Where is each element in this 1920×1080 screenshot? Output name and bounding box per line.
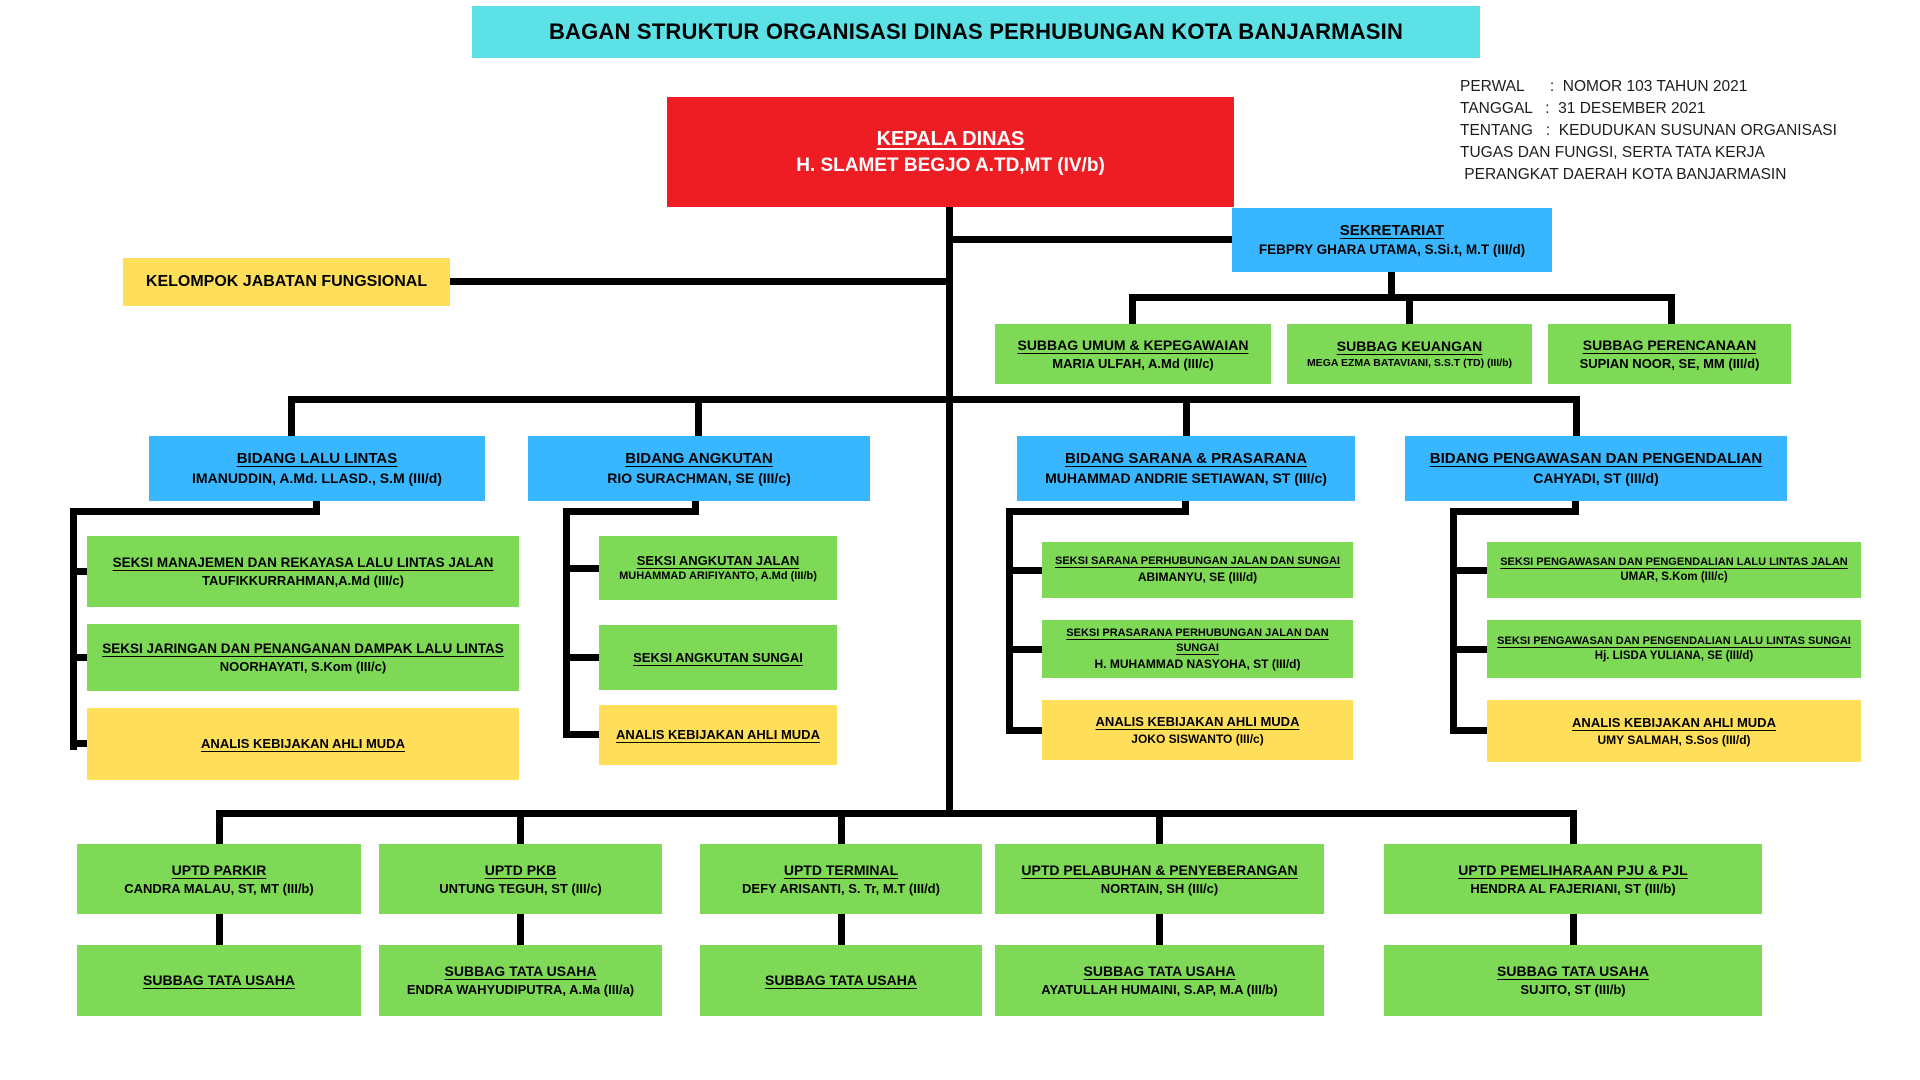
box-title: SUBBAG TATA USAHA — [1083, 963, 1236, 980]
seksi-angkutan-sungai-box — [599, 625, 837, 690]
box-title: BIDANG ANGKUTAN — [625, 449, 773, 467]
legal-reference-block — [1460, 76, 1900, 186]
box-title: UPTD PEMELIHARAAN PJU & PJL — [1458, 861, 1688, 878]
legal-line: TANGGAL : 31 DESEMBER 2021 — [1460, 100, 1706, 117]
seksi-jaringan-dampak-box — [87, 624, 519, 691]
connector-line — [1450, 508, 1457, 732]
box-name: MUHAMMAD ARIFIYANTO, A.Md (III/b) — [619, 570, 817, 583]
box-name: NORTAIN, SH (III/c) — [1100, 880, 1219, 896]
analis-kebijakan-sarana-box — [1042, 700, 1353, 760]
connector-line — [1570, 914, 1577, 945]
box-name: SUPIAN NOOR, SE, MM (III/d) — [1579, 355, 1760, 371]
seksi-pengawasan-sungai-box — [1487, 620, 1861, 678]
box-title: SEKSI ANGKUTAN JALAN — [636, 552, 800, 568]
box-title: SEKSI PENGAWASAN DAN PENGENDALIAN LALU LINTAS JALAN — [1500, 555, 1848, 568]
subbag-perencanaan-box — [1548, 324, 1791, 384]
box-name: CAHYADI, ST (III/d) — [1533, 470, 1659, 487]
seksi-sarana-perhubungan-box — [1042, 542, 1353, 598]
connector-line — [1450, 508, 1579, 515]
connector-line — [1006, 508, 1013, 732]
box-name: UMY SALMAH, S.Sos (III/d) — [1597, 732, 1751, 747]
subbag-tata-usaha-pelabuhan-box — [995, 945, 1324, 1016]
box-title: KEPALA DINAS — [876, 127, 1025, 150]
connector-line — [1156, 914, 1163, 945]
connector-line — [517, 914, 524, 945]
box-name: HENDRA AL FAJERIANI, ST (III/b) — [1470, 880, 1676, 896]
box-title: SUBBAG PERENCANAAN — [1582, 336, 1757, 353]
legal-line: TENTANG : KEDUDUKAN SUSUNAN ORGANISASI — [1460, 122, 1837, 139]
box-title: SEKRETARIAT — [1339, 221, 1445, 239]
connector-line — [1006, 508, 1189, 515]
box-title: BIDANG SARANA & PRASARANA — [1065, 449, 1307, 467]
box-title: SUBBAG TATA USAHA — [765, 972, 917, 989]
subbag-tata-usaha-terminal-box — [700, 945, 982, 1016]
subbag-tata-usaha-parkir-box — [77, 945, 361, 1016]
box-title: SEKSI MANAJEMEN DAN REKAYASA LALU LINTAS JALAN — [112, 554, 494, 570]
analis-kebijakan-pengawasan-box — [1487, 700, 1861, 762]
box-name: MEGA EZMA BATAVIANI, S.S.T (TD) (III/b) — [1306, 357, 1513, 370]
subbag-tata-usaha-pju-box — [1384, 945, 1762, 1016]
connector-line — [838, 914, 845, 945]
connector-line — [1668, 294, 1675, 324]
connector-line — [517, 810, 524, 844]
box-name: UNTUNG TEGUH, ST (III/c) — [439, 880, 602, 896]
box-title: BIDANG LALU LINTAS — [236, 449, 398, 467]
connector-line — [695, 396, 702, 436]
subbag-tata-usaha-pkb-box — [379, 945, 662, 1016]
connector-line — [946, 206, 953, 817]
uptd-terminal-box — [700, 844, 982, 914]
connector-line — [950, 236, 1236, 243]
box-title: ANALIS KEBIJAKAN AHLI MUDA — [1572, 715, 1776, 731]
connector-line — [838, 810, 845, 844]
connector-line — [1570, 810, 1577, 844]
box-name: JOKO SISWANTO (III/c) — [1131, 731, 1264, 746]
box-title: BIDANG PENGAWASAN DAN PENGENDALIAN — [1429, 449, 1763, 467]
legal-line: PERWAL : NOMOR 103 TAHUN 2021 — [1460, 78, 1748, 95]
box-name: H. MUHAMMAD NASYOHA, ST (III/d) — [1094, 656, 1301, 671]
sekretariat-box — [1232, 208, 1552, 272]
box-name: Hj. LISDA YULIANA, SE (III/d) — [1594, 649, 1754, 662]
uptd-pelabuhan-penyeberangan-box — [995, 844, 1324, 914]
connector-line — [1183, 396, 1190, 436]
kepala-dinas-box — [667, 97, 1234, 207]
connector-line — [1129, 294, 1675, 301]
box-title: UPTD PARKIR — [171, 861, 267, 878]
kelompok-jabatan-fungsional-box — [123, 258, 450, 306]
seksi-angkutan-jalan-box — [599, 536, 837, 600]
connector-line — [216, 914, 223, 945]
box-name: MUHAMMAD ANDRIE SETIAWAN, ST (III/c) — [1045, 470, 1327, 487]
connector-line — [216, 810, 1576, 817]
seksi-manajemen-rekayasa-box — [87, 536, 519, 607]
uptd-pkb-box — [379, 844, 662, 914]
box-title: ANALIS KEBIJAKAN AHLI MUDA — [616, 727, 820, 743]
box-title: SUBBAG TATA USAHA — [1497, 963, 1649, 980]
box-name: DEFY ARISANTI, S. Tr, M.T (III/d) — [742, 880, 940, 896]
uptd-pemeliharaan-pju-pjl-box — [1384, 844, 1762, 914]
connector-line — [70, 508, 77, 750]
subbag-keuangan-box — [1287, 324, 1532, 384]
legal-line: PERANGKAT DAERAH KOTA BANJARMASIN — [1460, 166, 1787, 183]
bidang-lalu-lintas-box — [149, 436, 485, 501]
box-name: NOORHAYATI, S.Kom (III/c) — [219, 658, 387, 674]
analis-kebijakan-angkutan-box — [599, 705, 837, 765]
connector-line — [563, 508, 570, 738]
box-title: SEKSI PENGAWASAN DAN PENGENDALIAN LALU LINTAS SUNGAI — [1497, 634, 1851, 647]
box-name: MARIA ULFAH, A.Md (III/c) — [1052, 355, 1214, 371]
analis-kebijakan-lalu-lintas-box — [87, 708, 519, 780]
connector-line — [288, 396, 1580, 403]
seksi-pengawasan-jalan-box — [1487, 542, 1861, 598]
box-title: SUBBAG UMUM & KEPEGAWAIAN — [1017, 336, 1249, 353]
box-title: SEKSI SARANA PERHUBUNGAN JALAN DAN SUNGAI — [1054, 555, 1340, 568]
box-name: ENDRA WAHYUDIPUTRA, A.Ma (III/a) — [406, 982, 635, 998]
box-name: SUJITO, ST (III/b) — [1520, 982, 1626, 998]
box-title: SUBBAG TATA USAHA — [143, 972, 295, 989]
box-title: SEKSI ANGKUTAN SUNGAI — [633, 649, 803, 665]
box-name: FEBPRY GHARA UTAMA, S.Si.t, M.T (III/d) — [1258, 242, 1526, 258]
subbag-umum-kepegawaian-box — [995, 324, 1271, 384]
connector-line — [216, 810, 223, 844]
connector-line — [563, 508, 699, 515]
bidang-sarana-prasarana-box — [1017, 436, 1355, 501]
connector-line — [448, 278, 950, 285]
legal-line: TUGAS DAN FUNGSI, SERTA TATA KERJA — [1460, 144, 1765, 161]
box-name: CANDRA MALAU, ST, MT (III/b) — [124, 880, 314, 896]
box-title: SEKSI JARINGAN DAN PENANGANAN DAMPAK LALU LINTAS — [102, 640, 504, 656]
box-title: UPTD PKB — [484, 861, 557, 878]
box-title: ANALIS KEBIJAKAN AHLI MUDA — [201, 736, 405, 752]
box-name: TAUFIKKURRAHMAN,A.Md (III/c) — [202, 572, 404, 588]
connector-line — [288, 396, 295, 436]
box-title: UPTD TERMINAL — [783, 861, 899, 878]
bidang-pengawasan-pengendalian-box — [1405, 436, 1787, 501]
connector-line — [1573, 396, 1580, 436]
box-title: SUBBAG KEUANGAN — [1336, 338, 1483, 355]
box-name: ABIMANYU, SE (III/d) — [1137, 570, 1258, 585]
connector-line — [1156, 810, 1163, 844]
connector-line — [1406, 294, 1413, 324]
connector-line — [1129, 294, 1136, 324]
bidang-angkutan-box — [528, 436, 870, 501]
box-name: RIO SURACHMAN, SE (III/c) — [607, 470, 791, 487]
chart-title: BAGAN STRUKTUR ORGANISASI DINAS PERHUBUNGAN KOTA BANJARMASIN — [472, 6, 1480, 58]
box-title: SEKSI PRASARANA PERHUBUNGAN JALAN DAN SUNGAI — [1066, 627, 1329, 654]
uptd-parkir-box — [77, 844, 361, 914]
box-name: UMAR, S.Kom (III/c) — [1620, 570, 1728, 583]
box-name: H. SLAMET BEGJO A.TD,MT (IV/b) — [796, 154, 1105, 176]
box-name: IMANUDDIN, A.Md. LLASD., S.M (III/d) — [192, 470, 442, 487]
box-title: SUBBAG TATA USAHA — [444, 963, 597, 980]
connector-line — [70, 508, 320, 515]
box-title: ANALIS KEBIJAKAN AHLI MUDA — [1095, 714, 1300, 730]
box-name: AYATULLAH HUMAINI, S.AP, M.A (III/b) — [1041, 982, 1278, 998]
box-title: UPTD PELABUHAN & PENYEBERANGAN — [1021, 861, 1298, 878]
box-title: KELOMPOK JABATAN FUNGSIONAL — [145, 273, 428, 291]
seksi-prasarana-perhubungan-box — [1042, 620, 1353, 678]
